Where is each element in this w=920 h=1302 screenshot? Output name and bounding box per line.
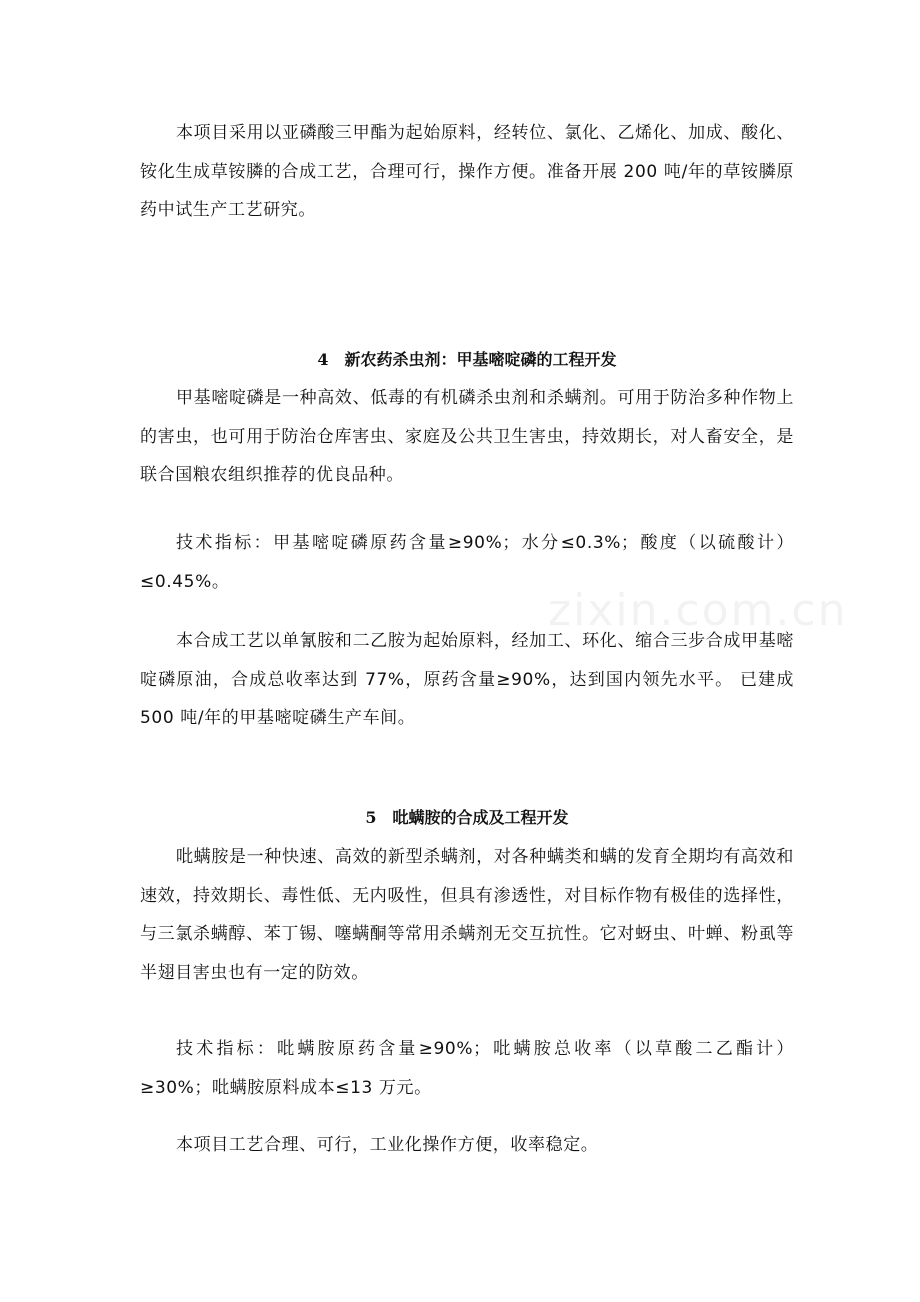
section-4-heading: 4 新农药杀虫剂：甲基嘧啶磷的工程开发 [317,350,617,369]
section-4-paragraph-2: 技术指标：甲基嘧啶磷原药含量≥90%；水分≤0.3%；酸度（以硫酸计）≤0.45%。 [140,533,794,592]
section-5-paragraph-1: 吡螨胺是一种快速、高效的新型杀螨剂，对各种螨类和螨的发育全期均有高效和速效，持效期长、毒性低、无内吸性，但具有渗透性，对目标作物有极佳的选择性，与三氯杀螨醇、苯丁锡、噻螨酮等常用杀螨剂无交互抗性。它对蚜虫、叶蝉、粉虱等半翅目害虫也有一定的防效。 [140,847,794,983]
section-4-paragraph-1: 甲基嘧啶磷是一种高效、低毒的有机磷杀虫剂和杀螨剂。可用于防治多种作物上的害虫，也可用于防治仓库害虫、家庭及公共卫生害虫，持效期长，对人畜安全，是联合国粮农组织推荐的优良品种。 [140,388,794,485]
section-5-paragraph-3: 本项目工艺合理、可行，工业化操作方便，收率稳定。 [176,1135,599,1155]
section-4-paragraph-3: 本合成工艺以单氰胺和二乙胺为起始原料，经加工、环化、缩合三步合成甲基嘧啶磷原油，合成总收率达到 77%，原药含量≥90%，达到国内领先水平。 已建成 500 吨/年的甲基嘧啶磷生产车间。 [140,631,794,728]
intro-paragraph: 本项目采用以亚磷酸三甲酯为起始原料，经转位、氯化、乙烯化、加成、酸化、铵化生成草铵膦的合成工艺，合理可行，操作方便。准备开展 200 吨/年的草铵膦原药中试生产工艺研究。 [140,123,794,220]
watermark: zixin.com.cn [548,585,848,636]
section-5-paragraph-2: 技术指标：吡螨胺原药含量≥90%；吡螨胺总收率（以草酸二乙酯计）≥30%；吡螨胺原料成本≤13 万元。 [140,1039,794,1098]
section-5-heading: 5 吡螨胺的合成及工程开发 [365,808,569,827]
